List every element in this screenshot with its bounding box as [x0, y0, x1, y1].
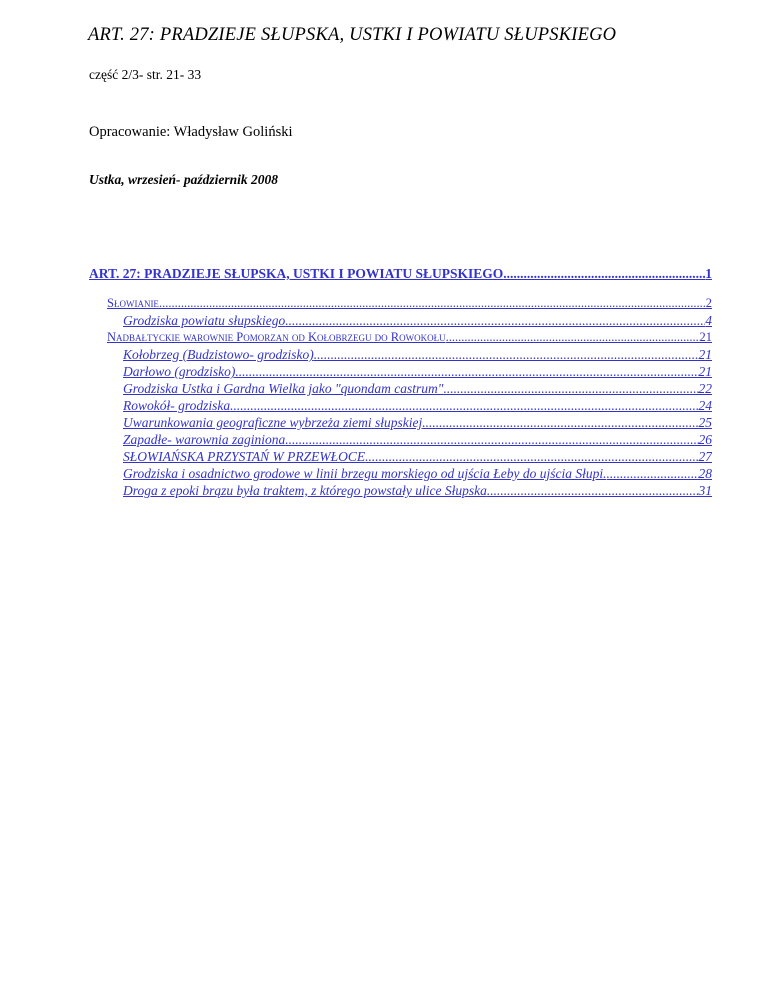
- toc-leader-dots: [159, 296, 706, 311]
- toc-entry-uwarunkowania[interactable]: [89, 415, 712, 432]
- toc-entry-nadbaltyckie-warownie[interactable]: [89, 330, 712, 347]
- toc-entry-page: 2: [705, 296, 712, 310]
- toc-entry-rowokol[interactable]: [89, 398, 712, 415]
- place-date: Ustka, wrzesień- październik 2008: [89, 172, 279, 187]
- toc-entry-page: 4: [705, 313, 712, 328]
- document-title: ART. 27: PRADZIEJE SŁUPSKA, USTKI I POWIATU SŁUPSKIEGO: [88, 25, 617, 45]
- toc-leader-dots: [443, 381, 698, 397]
- toc-leader-dots: [446, 330, 700, 345]
- toc-entry-text: ART. 27: PRADZIEJE SŁUPSKA, USTKI I POWIATU SŁUPSKIEGO: [89, 266, 504, 281]
- toc-entry-page: 26: [698, 432, 712, 447]
- toc-entry-grodziska-osadnictwo[interactable]: [89, 466, 712, 483]
- toc-entry-page: 24: [698, 398, 712, 413]
- toc-entry-text: Uwarunkowania geograficzne wybrzeża ziemi słupskiej: [123, 415, 423, 430]
- toc-leader-dots: [607, 466, 699, 482]
- toc-entry-text: Zapadłe- warownia zaginiona: [123, 432, 286, 447]
- toc-entry-kolobrzeg[interactable]: [89, 347, 712, 364]
- toc-entry-grodziska-powiatu[interactable]: [89, 313, 712, 330]
- toc-entry-droga-epoka-brazu[interactable]: [89, 483, 712, 500]
- toc-entry-page: 28: [698, 466, 712, 481]
- toc-entry-page: 1: [705, 266, 712, 281]
- toc-entry-text: Grodziska Ustka i Gardna Wielka jako "quondam castrum": [123, 381, 444, 396]
- toc-leader-dots: [285, 313, 705, 329]
- toc-leader-dots: [503, 266, 705, 282]
- toc-entry-ustka-gardna[interactable]: [89, 381, 712, 398]
- author-line: Opracowanie: Władysław Goliński: [89, 124, 293, 140]
- toc-entry-page: 21: [698, 364, 712, 379]
- toc-leader-dots: [422, 415, 698, 431]
- toc-entry-page: 27: [698, 449, 712, 464]
- toc-entry-text: Darłowo (grodzisko): [123, 364, 236, 379]
- toc-entry-text: Grodziska i osadnictwo grodowe w linii brzegu morskiego od ujścia Łeby do ujścia Słupi.: [123, 466, 607, 481]
- toc-entry-slowianie[interactable]: [89, 296, 712, 313]
- toc-entry-page: 22: [698, 381, 712, 396]
- toc-leader-dots: [487, 483, 699, 499]
- part-info: część 2/3- str. 21- 33: [89, 67, 202, 82]
- toc-entry-page: 21: [698, 347, 712, 362]
- toc-leader-dots: [235, 364, 698, 380]
- toc-leader-dots: [285, 432, 698, 448]
- toc-entry-page: 21: [699, 330, 712, 344]
- toc-entry-przystan-przewloka[interactable]: [89, 449, 712, 466]
- toc-entry-darlowo[interactable]: [89, 364, 712, 381]
- toc-entry-text: Słowianie: [107, 296, 159, 310]
- toc-entry-text: Droga z epoki brązu była traktem, z którego powstały ulice Słupska: [123, 483, 487, 498]
- toc-entry-page: 31: [698, 483, 712, 498]
- toc-entry-text: SŁOWIAŃSKA PRZYSTAŃ W PRZEWŁOCE: [123, 449, 366, 464]
- toc-entry-text: Nadbałtyckie warownie Pomorzan od Kołobrzegu do Rowokołu: [107, 330, 446, 344]
- toc-entry-zapadle[interactable]: [89, 432, 712, 449]
- table-of-contents: [89, 266, 712, 500]
- toc-entry-main-title[interactable]: [89, 266, 712, 286]
- toc-entry-text: Rowokół- grodziska: [123, 398, 231, 413]
- toc-entry-text: Grodziska powiatu słupskiego: [123, 313, 286, 328]
- toc-leader-dots: [230, 398, 698, 414]
- toc-entry-text: Kołobrzeg (Budzistowo- grodzisko): [123, 347, 314, 362]
- toc-entry-page: 25: [698, 415, 712, 430]
- toc-leader-dots: [314, 347, 699, 363]
- toc-leader-dots: [365, 449, 698, 465]
